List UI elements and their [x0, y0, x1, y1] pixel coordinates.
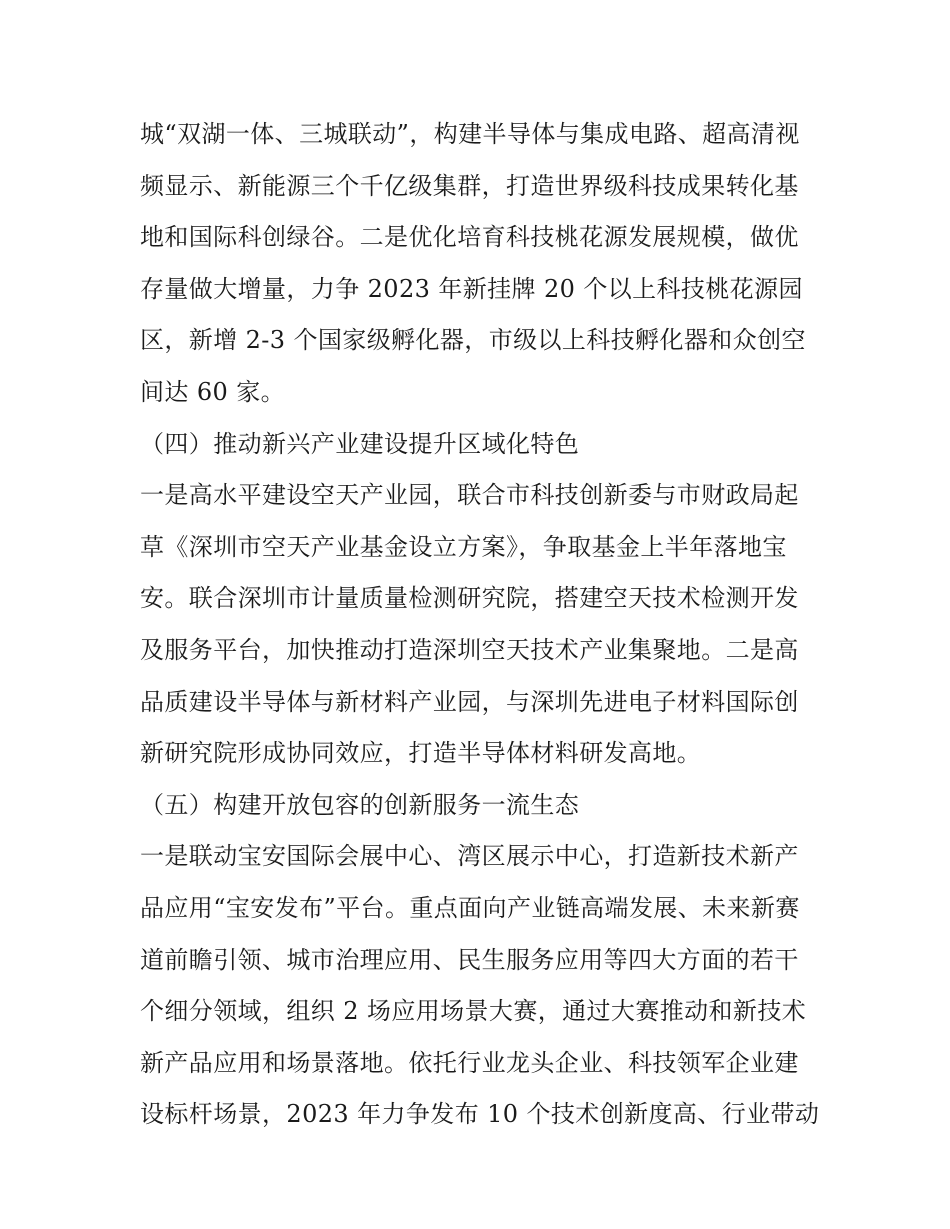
section-heading-5: （五）构建开放包容的创新服务一流生态: [140, 790, 580, 819]
text-line: 频显示、新能源三个千亿级集群，打造世界级科技成果转化基: [140, 171, 799, 200]
text-line: 草《深圳市空天产业基金设立方案》，争取基金上半年落地宝: [140, 532, 787, 561]
text-line: 地和国际科创绿谷。二是优化培育科技桃花源发展规模，做优: [140, 223, 799, 252]
document-body: [140, 109, 820, 1141]
text-line: 品质建设半导体与新材料产业园，与深圳先进电子材料国际创: [140, 687, 799, 716]
text-line: 一是高水平建设空天产业园，联合市科技创新委与市财政局起: [140, 481, 799, 510]
text-line: 个细分领域，组织 2 场应用场景大赛，通过大赛推动和新技术: [140, 997, 807, 1026]
text-line: 安。联合深圳市计量质量检测研究院，搭建空天技术检测开发: [140, 584, 799, 613]
text-line: 区，新增 2-3 个国家级孵化器，市级以上科技孵化器和众创空: [140, 326, 806, 355]
text-line: 城“双湖一体、三城联动”，构建半导体与集成电路、超高清视: [140, 120, 800, 148]
text-line: 新研究院形成协同效应，打造半导体材料研发高地。: [140, 739, 702, 768]
text-line: 新产品应用和场景落地。依托行业龙头企业、科技领军企业建: [140, 1048, 799, 1077]
text-line: 存量做大增量，力争 2023 年新挂牌 20 个以上科技桃花源园: [140, 274, 803, 303]
text-line: 及服务平台，加快推动打造深圳空天技术产业集聚地。二是高: [140, 635, 799, 664]
text-line: 品应用“宝安发布”平台。重点面向产业链高端发展、未来新赛: [140, 893, 800, 922]
text-line: 一是联动宝安国际会展中心、湾区展示中心，打造新技术新产: [140, 842, 799, 871]
text-line: 道前瞻引领、城市治理应用、民生服务应用等四大方面的若干: [140, 945, 799, 974]
text-line: 设标杆场景，2023 年力争发布 10 个技术创新度高、行业带动: [140, 1100, 820, 1129]
text-line: 间达 60 家。: [140, 377, 285, 406]
section-heading-4: （四）推动新兴产业建设提升区域化特色: [140, 429, 580, 458]
